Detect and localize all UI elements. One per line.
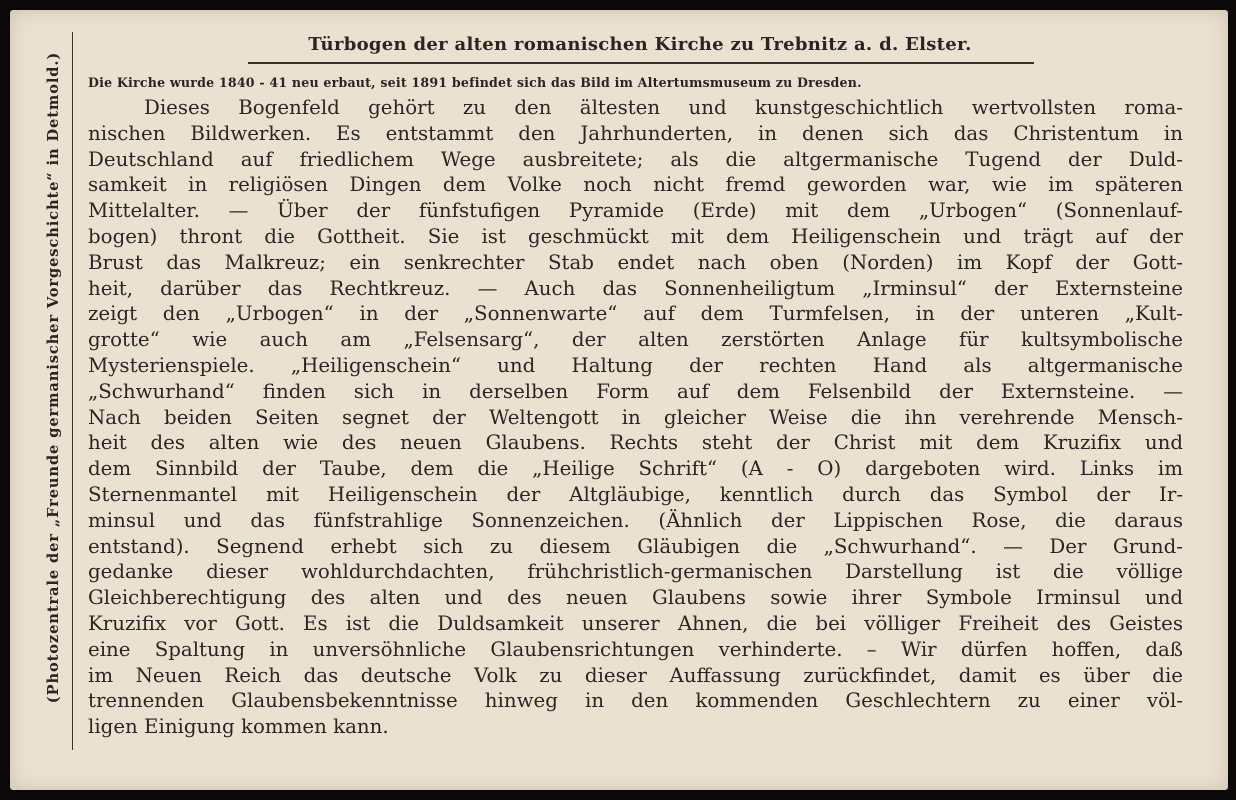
body-text	[88, 95, 1183, 740]
body-line: Nach beiden Seiten segnet der Weltengott in gleicher Weise die ihn verehrende Mensch-	[88, 405, 1183, 429]
body-line: grotte“ wie auch am „Felsensarg“, der alten zerstörten Anlage für kultsymbolische	[88, 328, 1183, 352]
card-subtitle: Die Kirche wurde 1840 - 41 neu erbaut, seit 1891 befindet sich das Bild im Altertumsmuseum zu Dresden.	[88, 75, 862, 90]
body-line: im Neuen Reich das deutsche Volk zu dieser Auffassung zurückfindet, damit es über die	[88, 663, 1183, 687]
body-line: eine Spaltung in unversöhnliche Glaubensrichtungen verhinderte. – Wir dürfen hoffen, daß	[88, 637, 1183, 661]
body-line: Dieses Bogenfeld gehört zu den ältesten und kunstgeschichtlich wertvollsten roma-	[144, 96, 1183, 119]
card-title: Türbogen der alten romanischen Kirche zu Trebnitz a. d. Elster.	[308, 34, 972, 55]
vertical-divider	[72, 32, 73, 750]
title-underline	[248, 62, 1034, 64]
body-line: heit, darüber das Rechtkreuz. — Auch das Sonnenheiligtum „Irminsul“ der Externsteine	[88, 276, 1183, 300]
body-line: „Schwurhand“ finden sich in derselben Form auf dem Felsenbild der Externsteine. —	[88, 379, 1183, 403]
body-line: minsul und das fünfstrahlige Sonnenzeichen. (Ähnlich der Lippischen Rose, die daraus	[88, 508, 1183, 532]
body-line: dem Sinnbild der Taube, dem die „Heilige Schrift“ (A - O) dargeboten wird. Links im	[88, 457, 1183, 481]
body-line: Sternenmantel mit Heiligenschein der Altgläubige, kenntlich durch das Symbol der Ir-	[88, 482, 1183, 506]
body-line: bogen) thront die Gottheit. Sie ist geschmückt mit dem Heiligenschein und trägt auf der	[88, 224, 1183, 248]
body-line: nischen Bildwerken. Es entstammt den Jahrhunderten, in denen sich das Christentum in	[88, 121, 1183, 145]
body-line: Gleichberechtigung des alten und des neuen Glaubens sowie ihrer Symbole Irminsul und	[88, 586, 1183, 610]
body-line: heit des alten wie des neuen Glaubens. Rechts steht der Christ mit dem Kruzifix und	[88, 431, 1183, 455]
body-line: Mittelalter. — Über der fünfstufigen Pyramide (Erde) mit dem „Urbogen“ (Sonnenlauf-	[88, 199, 1183, 223]
postcard-back	[10, 10, 1228, 790]
body-line: Brust das Malkreuz; ein senkrechter Stab endet nach oben (Norden) im Kopf der Gott-	[88, 250, 1183, 274]
body-line: gedanke dieser wohldurchdachten, frühchristlich-germanischen Darstellung ist die völlige	[88, 560, 1183, 584]
body-line: trennenden Glaubensbekenntnisse hinweg in den kommenden Geschlechtern zu einer völ-	[88, 689, 1183, 713]
body-line: zeigt den „Urbogen“ in der „Sonnenwarte“ auf dem Turmfelsen, in der unteren „Kult-	[88, 302, 1183, 326]
body-line: Deutschland auf friedlichem Wege ausbreitete; als die altgermanische Tugend der Duld-	[88, 147, 1183, 171]
body-line-last: ligen Einigung kommen kann.	[88, 715, 389, 739]
body-line: samkeit in religiösen Dingen dem Volke noch nicht fremd geworden war, wie im späteren	[88, 173, 1183, 197]
body-line: entstand). Segnend erhebt sich zu diesem Gläubigen die „Schwurhand“. — Der Grund-	[88, 534, 1183, 558]
photo-credit-vertical: (Photozentrale der „Freunde germanischer Vorgeschichte“ in Detmold.)	[45, 51, 62, 704]
body-line: Mysterienspiele. „Heiligenschein“ und Haltung der rechten Hand als altgermanische	[88, 353, 1183, 377]
body-line: Kruzifix vor Gott. Es ist die Duldsamkeit unserer Ahnen, die bei völliger Freiheit des Geistes	[88, 611, 1183, 635]
